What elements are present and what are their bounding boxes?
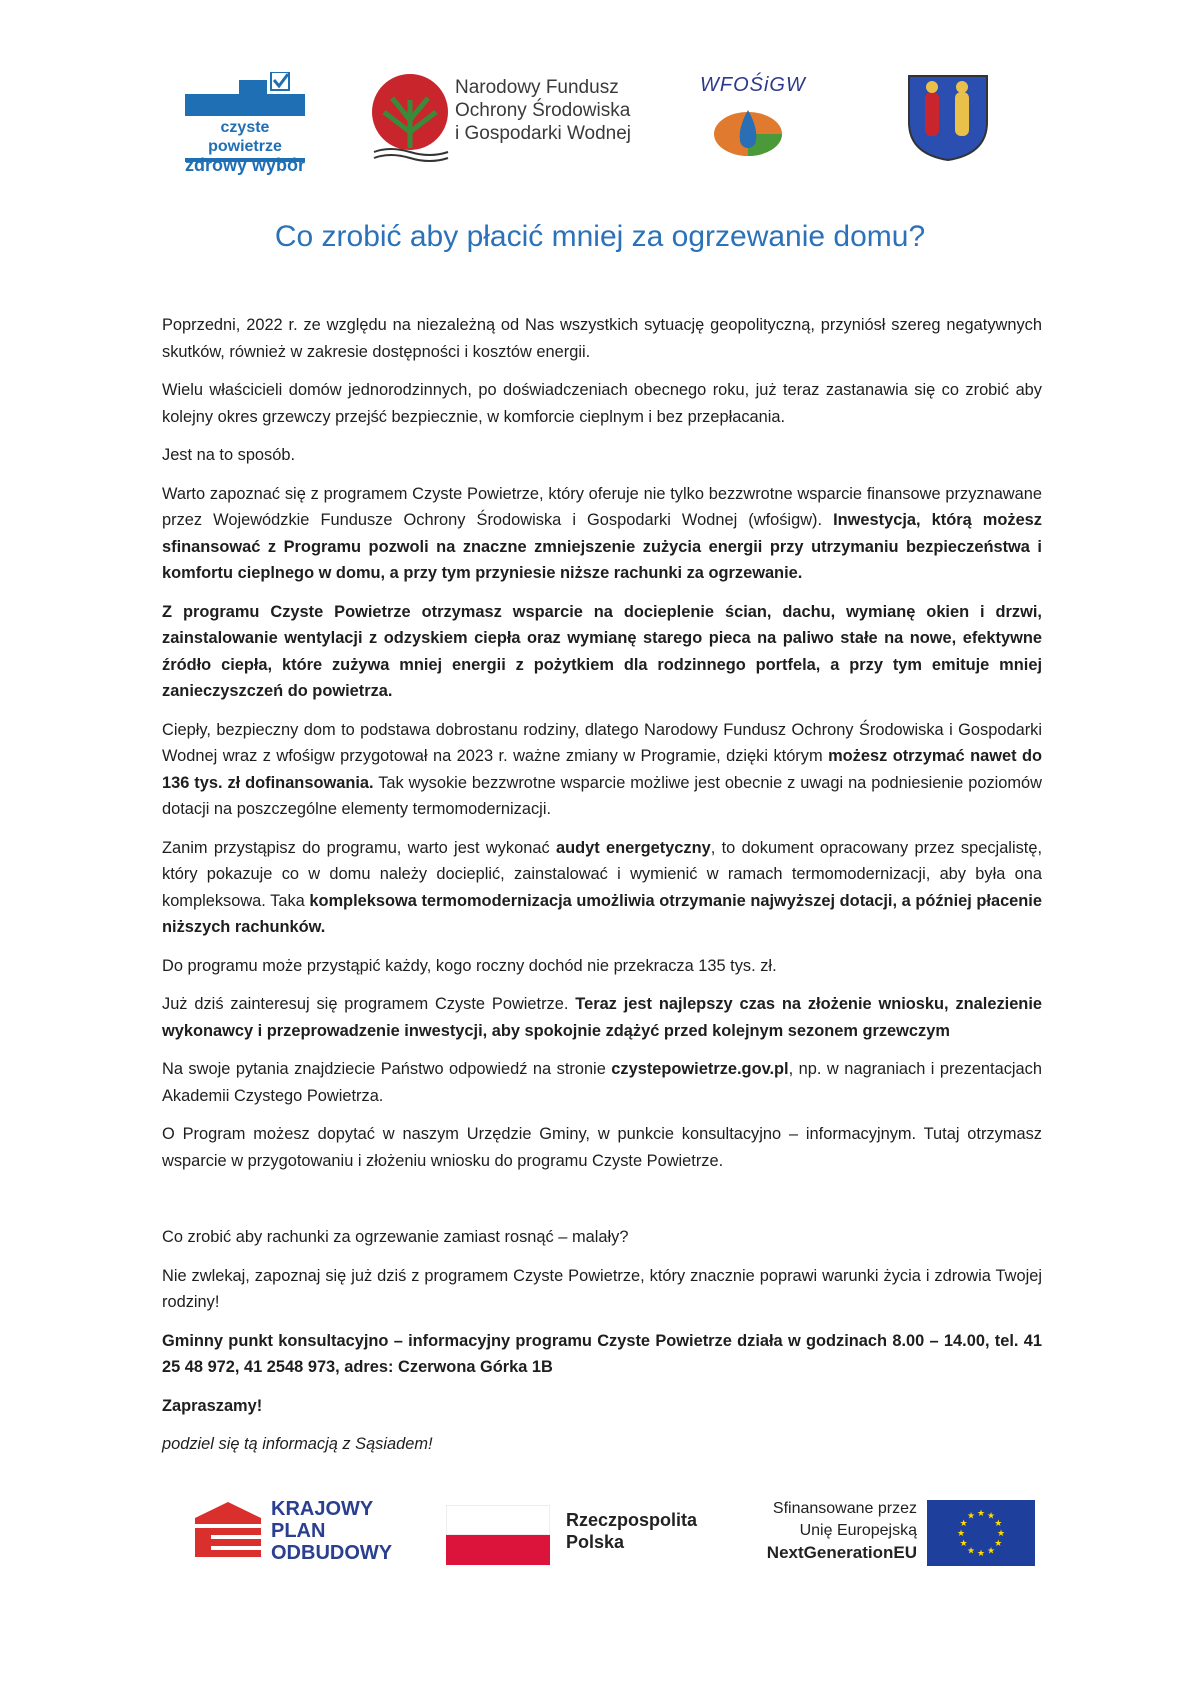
coat-of-arms-icon <box>905 72 991 162</box>
paragraph-10 <box>162 1056 1042 1109</box>
water-drop-icon <box>708 104 818 164</box>
paragraph-4-text: Warto zapoznać się z programem Czyste Powietrze, który oferuje nie tylko bezzwrotne wsparcie finansowe przyznawane przez Wojewódzkie Fundusze Ochrony Środowiska i Gospodarki Wodnej (wfośigw). <box>162 484 1042 529</box>
cp-logo-line2: zdrowy wybór <box>184 155 305 175</box>
paragraph-7-text: Zanim przystąpisz do programu, warto jest wykonać <box>162 838 556 857</box>
paragraph-14 <box>162 1328 1042 1381</box>
website-link[interactable]: czystepowietrze.gov.pl <box>611 1060 789 1078</box>
paragraph-7 <box>162 835 1042 941</box>
nfos-logo-line3: i Gospodarki Wodnej <box>455 123 632 144</box>
paragraph-12: Co zrobić aby rachunki za ogrzewanie zamiast rosnąć – malały? <box>162 1228 629 1246</box>
eu-star-icon: ★ <box>956 1528 966 1538</box>
paragraph-6-text-2: Tak wysokie bezzwrotne wsparcie możliwe jest obecnie z uwagi na podniesienie poziomów dotacji na poszczególne elementy termomodernizacji. <box>162 773 1043 818</box>
eu-star-icon: ★ <box>976 1548 986 1558</box>
paragraph-10-text-2: , np. w nagraniach i prezentacjach Akademii Czystego Powietrza. <box>162 1060 1042 1105</box>
polish-flag-icon <box>446 1505 550 1565</box>
paragraph-8: Do programu może przystąpić każdy, kogo roczny dochód nie przekracza 135 tys. zł. <box>162 956 777 975</box>
nfos-logo-line1: Narodowy Fundusz <box>455 77 619 98</box>
eu-star-icon: ★ <box>959 1518 968 1528</box>
paragraph-7-text-2: , to dokument opracowany przez specjalistę, który pokazuje co w domu należy docieplić, zainstalować i wymienić w ramach termomodernizacji, aby była ona kompleksowa. Taka <box>162 838 1043 910</box>
paragraph-9-bold: Teraz jest najlepszy czas na złożenie wniosku, znalezienie wykonawcy i przeprowadzenie inwestycji, aby spokojnie zdążyć przed kolejnym sezonem grzewczym <box>162 995 1042 1040</box>
paragraph-10-text: Na swoje pytania znajdziecie Państwo odpowiedź na stronie <box>162 1060 612 1078</box>
paragraph-3: Jest na to sposób. <box>162 446 296 464</box>
eu-star-icon: ★ <box>966 1510 976 1521</box>
eu-star-icon: ★ <box>996 1528 1006 1538</box>
czyste-powietrze-logo <box>183 72 307 175</box>
page-title: Co zrobić aby płacić mniej za ogrzewanie domu? <box>274 220 926 253</box>
wfos-logo-text: WFOŚiGW <box>700 74 806 96</box>
paragraph-13: Nie zwlekaj, zapoznaj się już dziś z programem Czyste Powietrze, który znacznie poprawi warunki życia i zdrowia Twojej rodziny! <box>162 1266 1042 1311</box>
paragraph-6-bold: możesz otrzymać nawet do 136 tys. zł dofinansowania. <box>162 747 1043 792</box>
eu-star-icon: ★ <box>986 1545 996 1556</box>
eu-line3: NextGenerationEU <box>766 1543 917 1562</box>
paragraph-7-bold: audyt energetyczny <box>555 838 711 857</box>
paragraph-16: podziel się tą informacją z Sąsiadem! <box>162 1435 433 1453</box>
paragraph-9-text: Już dziś zainteresuj się programem Czyste Powietrze. <box>162 995 576 1013</box>
eu-line1: Sfinansowane przez <box>772 1500 917 1517</box>
eu-star-icon: ★ <box>994 1518 1003 1528</box>
kpo-line1: KRAJOWY <box>271 1498 374 1520</box>
paragraph-15 <box>162 1393 1042 1420</box>
paragraph-11: O Program możesz dopytać w naszym Urzędzie Gminy, w punkcie konsultacyjno – informacyjnym. Tutaj otrzymasz wsparcie w przygotowaniu i złożeniu wniosku do programu Czyste Powietrze. <box>162 1125 1042 1170</box>
eu-nextgeneration-logo <box>740 1498 1035 1568</box>
wfosigw-logo <box>700 68 810 158</box>
eu-star-icon: ★ <box>976 1508 986 1518</box>
paragraph-5 <box>162 599 1042 705</box>
eu-star-icon: ★ <box>959 1538 968 1548</box>
paragraph-6-text: Ciepły, bezpieczny dom to podstawa dobrostanu rodziny, dlatego Narodowy Fundusz Ochrony Środowiska i Gospodarki Wodnej wraz z wfośigw przygotował na 2023 r. ważne zmiany w Programie, dzięki którym <box>162 720 1042 765</box>
article-body <box>162 312 1042 1470</box>
tree-emblem-icon <box>370 70 452 162</box>
kpo-stripes-icon <box>195 1500 261 1566</box>
kpo-line3: ODBUDOWY <box>271 1542 393 1564</box>
paragraph-4-bold: Inwestycja, którą możesz sfinansować z Programu pozwoli na znaczne zmniejszenie zużycia energii przy utrzymaniu bezpieczeństwa i komfortu cieplnego w domu, a przy tym przyniesie niższe rachunki za ogrzewanie. <box>162 511 1042 582</box>
krajowy-plan-odbudowy-logo <box>195 1498 435 1568</box>
paragraph-4 <box>162 481 1042 587</box>
nfos-logo-line2: Ochrony Środowiska <box>455 100 631 121</box>
eu-flag-icon <box>927 1500 1035 1566</box>
eu-line2: Unię Europejską <box>799 1522 917 1539</box>
eu-star-icon: ★ <box>966 1545 976 1556</box>
nfosigw-logo <box>370 70 640 162</box>
paragraph-7-bold-2: kompleksowa termomodernizacja umożliwia otrzymanie najwyższej dotacji, a później płacenie niższych rachunków. <box>162 891 1042 936</box>
paragraph-5-bold: Z programu Czyste Powietrze otrzymasz wsparcie na docieplenie ścian, dachu, wymianę okien i drzwi, zainstalowanie wentylacji z odzyskiem ciepła oraz wymianę starego pieca na paliwo stałe na nowe, efektywne źródło ciepła, które zużywa mniej energii z pożytkiem dla rodzinnego portfela, a przy tym emituje mniej zanieczyszczeń do powietrza. <box>162 602 1042 700</box>
paragraph-1: Poprzedni, 2022 r. ze względu na niezależną od Nas wszystkich sytuację geopolityczną, przyniósł szereg negatywnych skutków, również w zakresie dostępności i kosztów energii. <box>162 316 1042 361</box>
paragraph-6 <box>162 717 1042 823</box>
invitation-text: Zapraszamy! <box>162 1396 263 1415</box>
rzeczpospolita-polska-logo <box>446 1505 716 1565</box>
rp-line2: Polska <box>566 1532 625 1552</box>
paragraph-9 <box>162 991 1042 1044</box>
rp-line1: Rzeczpospolita <box>566 1510 698 1530</box>
contact-info: Gminny punkt konsultacyjno – informacyjny programu Czyste Powietrze działa w godzinach 8.00 – 14.00, tel. 41 25 48 972, 41 2548 973, adres: Czerwona Górka 1B <box>162 1331 1042 1376</box>
eu-star-icon: ★ <box>994 1538 1003 1548</box>
coat-of-arms-logo <box>905 72 991 162</box>
paragraph-2: Wielu właścicieli domów jednorodzinnych, po doświadczeniach obecnego roku, już teraz zastanawia się co zrobić aby kolejny okres grzewczy przejść bezpiecznie, w komforcie cieplnym i bez przepłacania. <box>162 381 1042 426</box>
cp-logo-line1: czyste powietrze <box>208 119 282 155</box>
kpo-line2: PLAN <box>271 1520 326 1542</box>
eu-star-icon: ★ <box>986 1510 996 1521</box>
